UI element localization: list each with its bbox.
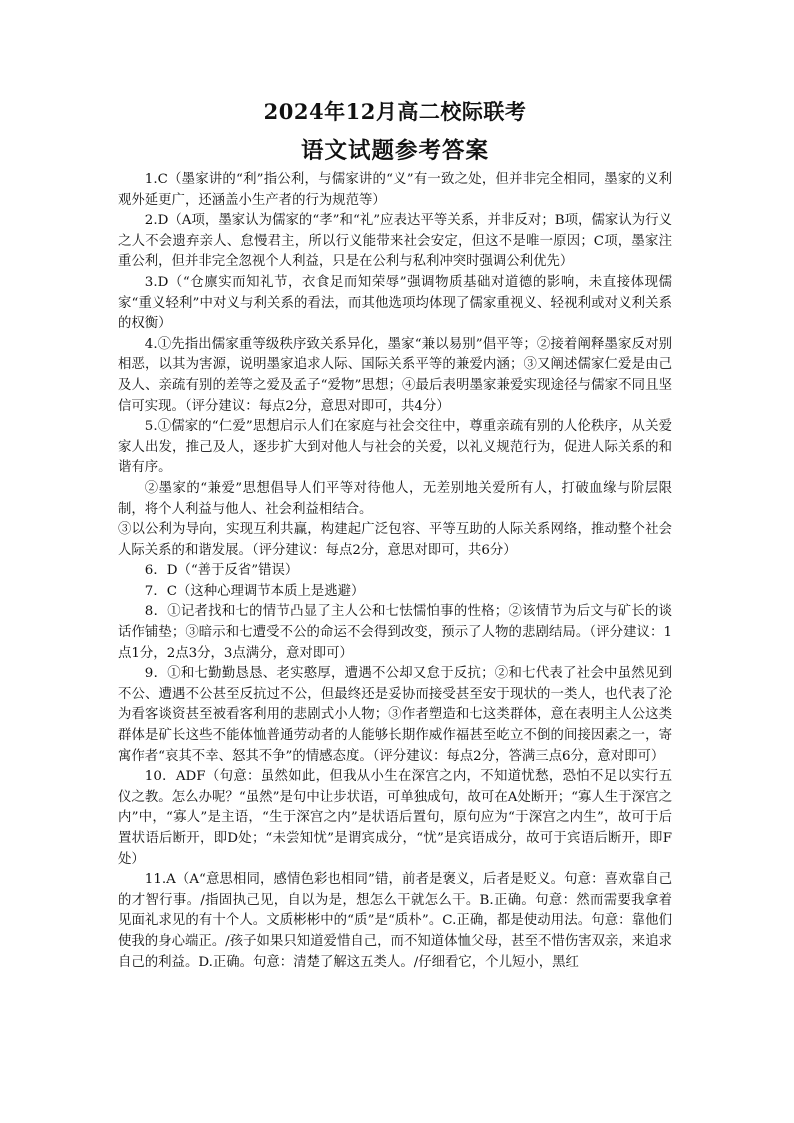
answer-6: 6．D（“善于反省”错误） xyxy=(144,563,299,579)
answer-2: 2.D（A项，墨家认为儒家的“孝”和“礼”应表达平等关系，并非反对；B项，儒家认为行义之人不会遗弃亲人、怠慢君主，所以行义能带来社会安定，但这不是唯一原因；C项，墨家注重公利，但并非完全忽视个人利益，只是在公利与私利冲突时强调公利优先） xyxy=(118,213,672,270)
answer-1: 1.C（墨家讲的“利”指公利，与儒家讲的“义”有一致之处，但并非完全相同，墨家的义利观外延更广，还涵盖小生产者的行为规范等） xyxy=(118,172,672,208)
answer-8: 8．①记者找和七的情节凸显了主人公和七怯懦怕事的性格；②该情节为后文与矿长的谈话作铺垫；③暗示和七遭受不公的命运不会得到改变，预示了人物的悲剧结局。（评分建议：1点1分，2点3分，3点满分，意对即可） xyxy=(118,604,672,661)
answer-10: 10．ADF（句意：虽然如此，但我从小生在深宫之内，不知道忧愁，恐怕不足以实行五仪之教。怎么办呢？“虽然”是句中让步状语，可单独成句，故可在A处断开；“寡人生于深宫之内”中，“寡人”是主语，“生于深宫之内”是状语后置句，原句应为“于深宫之内生”，故可于后置状语后断开，即D处；“未尝知忧”是谓宾成分，“忧”是宾语成分，故可于宾语后断开，即F处） xyxy=(118,769,672,867)
answer-5-point-2: ②墨家的“兼爱”思想倡导人们平等对待他人，无差别地关爱所有人，打破血缘与阶层限制，将个人利益与他人、社会利益相结合。 xyxy=(118,480,672,517)
answer-11: 11.A（A“意思相同，感情色彩也相同”错，前者是褒义，后者是贬义。句意：喜欢靠自己的才智行事。/指固执己见，自以为是，想怎么干就怎么干。B.正确。句意：然而需要我拿着见面礼求见的有十个人。文质彬彬中的“质”是“质朴”。C.正确，都是使动用法。句意：靠他们使我的身心端正。/孩子如果只知道爱惜自己，而不知道体恤父母，甚至不惜伤害双亲，来追求自己的利益。D.正确。句意：清楚了解这五类人。/仔细看它，个儿短小，黑红 xyxy=(118,872,672,970)
answer-key-title: 语文试题参考答案 xyxy=(300,138,489,164)
answer-3: 3.D（“仓廪实而知礼节，衣食足而知荣辱”强调物质基础对道德的影响，未直接体现儒家“重义轻利”中对义与利关系的看法，而其他选项均体现了儒家重视义、轻视利或对义利关系的权衡） xyxy=(118,274,672,332)
answer-5-point-3: ③以公利为导向，实现互利共赢，构建起广泛包容、平等互助的人际关系网络，推动整个社会人际关系的和谐发展。（评分建议：每点2分，意思对即可，共6分） xyxy=(118,522,672,558)
answer-7: 7．C（这种心理调节本质上是逃避） xyxy=(144,583,365,599)
exam-title: 2024年12月高二校际联考 xyxy=(263,99,527,124)
answer-5-point-1: 5.①儒家的“仁爱”思想启示人们在家庭与社会交往中，尊重亲疏有别的人伦秩序，从关爱家人出发，推己及人，逐步扩大到对他人与社会的关爱，以礼义规范行为，促进人际关系的和谐有序。 xyxy=(118,419,672,476)
answer-9: 9．①和七勤勤恳恳、老实憨厚，遭遇不公却又怠于反抗；②和七代表了社会中虽然见到不公、遭遇不公甚至反抗过不公，但最终还是妥协而接受甚至安于现状的一类人，也代表了沦为看客谈资甚至被看客利用的悲剧式小人物；③作者塑造和七这类群体，意在表明主人公这类群体是矿长这些不能体恤普通劳动者的人能够长期作威作福甚至屹立不倒的间接因素之一，寄寓作者“哀其不幸、怒其不争”的情感态度。（评分建议：每点2分，答满三点6分，意对即可） xyxy=(118,666,672,764)
answer-4: 4.①先指出儒家重等级秩序致关系异化，墨家“兼以易别”倡平等；②接着阐释墨家反对别相恶，以其为害源，说明墨家追求人际、国际关系平等的兼爱内涵；③又阐述儒家仁爱是由己及人、亲疏有别的差等之爱及孟子“爱物”思想；④最后表明墨家兼爱实现途径与儒家不同且坚信可实现。（评分建议：每点2分，意思对即可，共4分） xyxy=(118,336,672,414)
